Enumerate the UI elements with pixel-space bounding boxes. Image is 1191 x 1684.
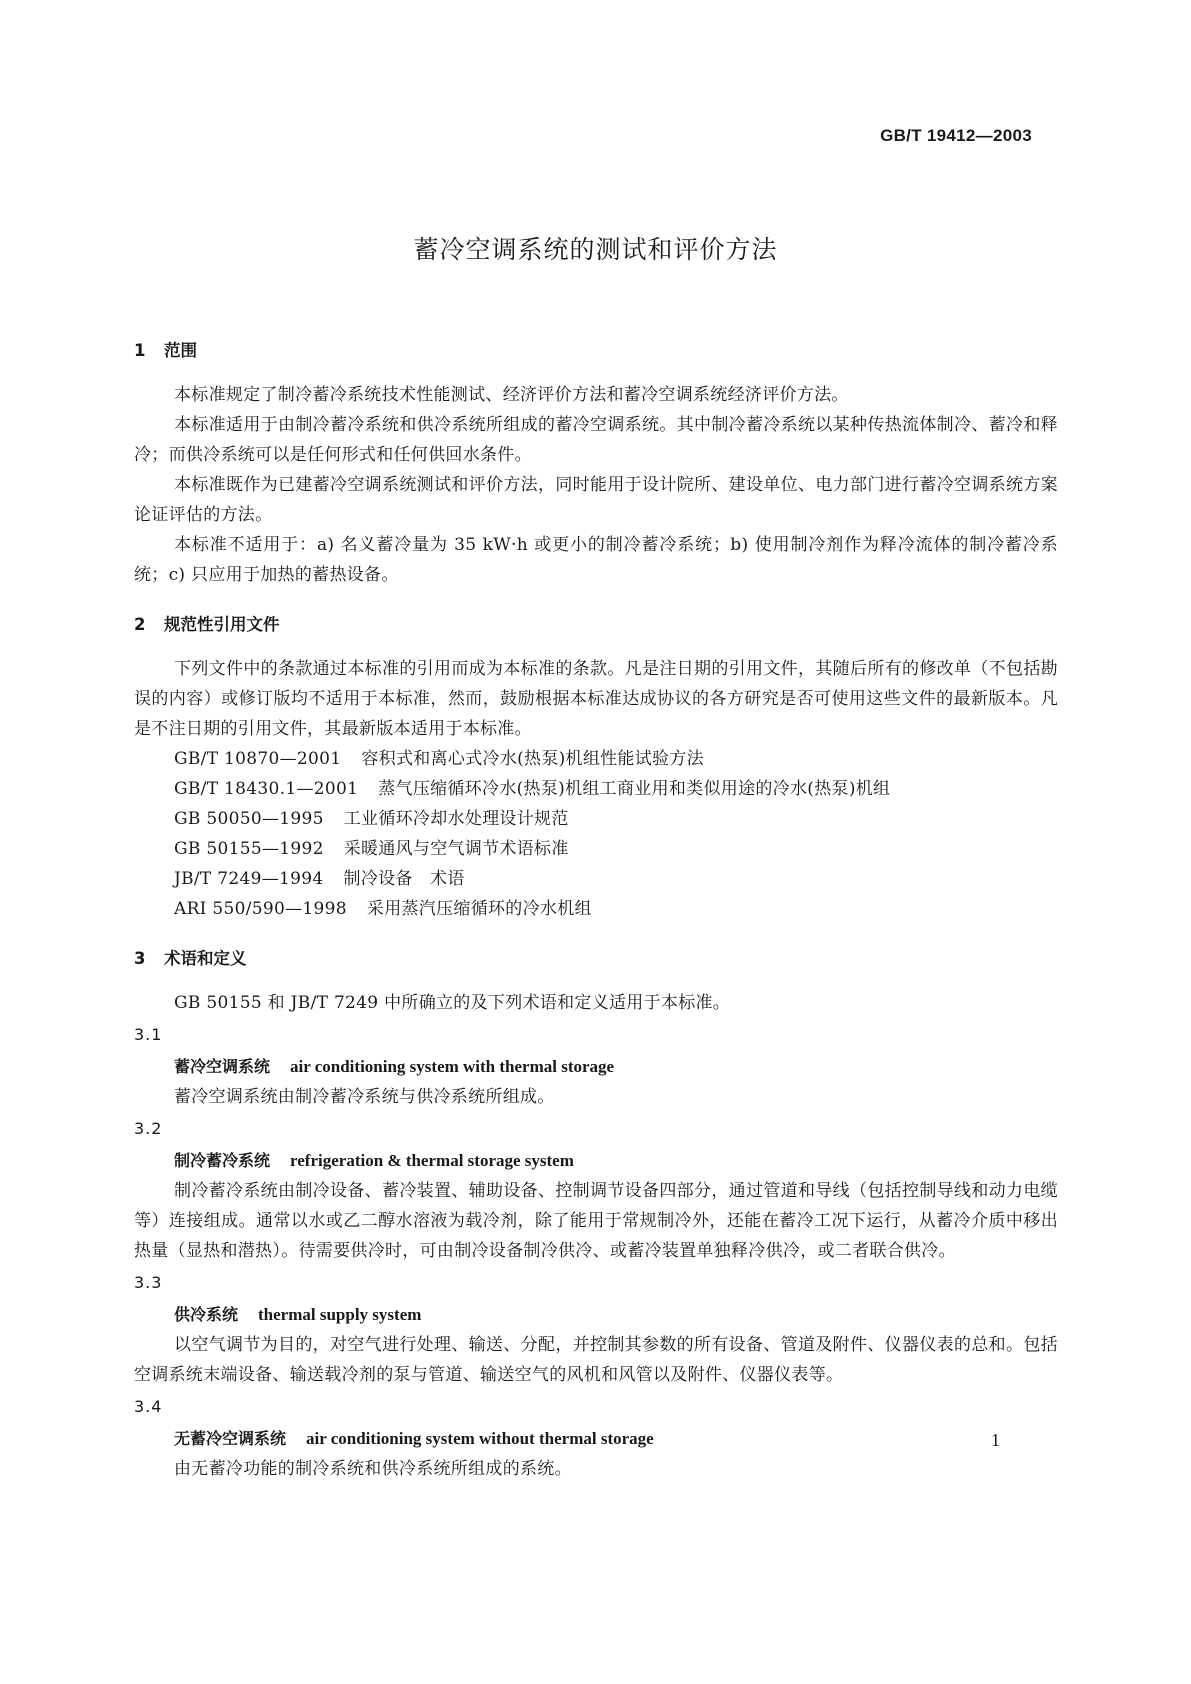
reference-code: ARI 550/590—1998: [174, 899, 347, 919]
reference-item: [134, 864, 1058, 894]
term-heading: [134, 1146, 1058, 1176]
section-heading-terms: [134, 944, 1058, 974]
clause-number: 3.4: [134, 1397, 163, 1416]
reference-code: GB 50155—1992: [174, 839, 324, 859]
term-en: air conditioning system without thermal storage: [306, 1429, 654, 1448]
paragraph: 本标准适用于由制冷蓄冷系统和供冷系统所组成的蓄冷空调系统。其中制冷蓄冷系统以某种传热流体制冷、蓄冷和释冷；而供冷系统可以是任何形式和任何供回水条件。: [134, 415, 1058, 465]
section-number: 3: [134, 949, 146, 968]
reference-item: [134, 804, 1058, 834]
reference-name: 采暖通风与空气调节术语标准: [343, 839, 569, 859]
paragraph: 下列文件中的条款通过本标准的引用而成为本标准的条款。凡是注日期的引用文件，其随后所有的修改单（不包括勘误的内容）或修订版均不适用于本标准，然而，鼓励根据本标准达成协议的各方研究是否可使用这些文件的最新版本。凡是不注日期的引用文件，其最新版本适用于本标准。: [134, 659, 1058, 739]
reference-item: [134, 894, 1058, 924]
section-heading-scope: [134, 336, 1058, 366]
page-number: 1: [991, 1430, 1000, 1450]
term-zh: 供冷系统: [174, 1305, 239, 1324]
section-number: 1: [134, 341, 146, 360]
reference-name: 制冷设备 术语: [343, 869, 465, 889]
clause-number: 3.3: [134, 1273, 163, 1292]
paragraph: 本标准规定了制冷蓄冷系统技术性能测试、经济评价方法和蓄冷空调系统经济评价方法。: [174, 385, 849, 405]
reference-code: GB/T 18430.1—2001: [174, 779, 359, 799]
term-zh: 制冷蓄冷系统: [174, 1151, 271, 1170]
term-en: air conditioning system with thermal storage: [290, 1057, 615, 1076]
paragraph: 本标准不适用于：a) 名义蓄冷量为 35 kW·h 或更小的制冷蓄冷系统；b) 使用制冷剂作为释冷流体的制冷蓄冷系统；c) 只应用于加热的蓄热设备。: [134, 535, 1058, 585]
clause-number: 3.2: [134, 1119, 163, 1138]
standard-number: GB/T 19412—2003: [880, 126, 1032, 145]
term-definition: 蓄冷空调系统由制冷蓄冷系统与供冷系统所组成。: [174, 1087, 555, 1107]
reference-code: JB/T 7249—1994: [174, 869, 324, 889]
page-title: 蓄冷空调系统的测试和评价方法: [413, 235, 778, 264]
reference-name: 容积式和离心式冷水(热泵)机组性能试验方法: [361, 749, 704, 769]
reference-name: 蒸气压缩循环冷水(热泵)机组工商业用和类似用途的冷水(热泵)机组: [378, 779, 891, 799]
section-number: 2: [134, 615, 146, 634]
section-title: 术语和定义: [164, 949, 247, 968]
reference-name: 采用蒸汽压缩循环的冷水机组: [366, 899, 592, 919]
reference-item: [134, 774, 1058, 804]
clause-number: 3.1: [134, 1025, 163, 1044]
section-title: 范围: [164, 341, 197, 360]
term-definition: 制冷蓄冷系统由制冷设备、蓄冷装置、辅助设备、控制调节设备四部分，通过管道和导线（包括控制导线和动力电缆等）连接组成。通常以水或乙二醇水溶液为载冷剂，除了能用于常规制冷外，还能在蓄冷工况下运行，从蓄冷介质中移出热量（显热和潜热）。待需要供冷时，可由制冷设备制冷供冷、或蓄冷装置单独释冷供冷，或二者联合供冷。: [134, 1181, 1058, 1261]
paragraph: 本标准既作为已建蓄冷空调系统测试和评价方法，同时能用于设计院所、建设单位、电力部门进行蓄冷空调系统方案论证评估的方法。: [134, 475, 1058, 525]
term-zh: 无蓄冷空调系统: [174, 1429, 287, 1448]
reference-list: [134, 744, 1058, 924]
section-heading-references: [134, 610, 1058, 640]
reference-item: [134, 744, 1058, 774]
term-definition: 以空气调节为目的，对空气进行处理、输送、分配，并控制其参数的所有设备、管道及附件、仪器仪表的总和。包括空调系统末端设备、输送载冷剂的泵与管道、输送空气的风机和风管以及附件、仪器仪表等。: [134, 1335, 1058, 1385]
term-en: thermal supply system: [258, 1305, 422, 1324]
reference-item: [134, 834, 1058, 864]
section-title: 规范性引用文件: [164, 615, 280, 634]
term-zh: 蓄冷空调系统: [174, 1057, 271, 1076]
term-definition: 由无蓄冷功能的制冷系统和供冷系统所组成的系统。: [174, 1459, 572, 1479]
term-en: refrigeration & thermal storage system: [290, 1151, 574, 1170]
reference-name: 工业循环冷却水处理设计规范: [343, 809, 569, 829]
paragraph: GB 50155 和 JB/T 7249 中所确立的及下列术语和定义适用于本标准。: [174, 993, 731, 1013]
term-heading: [134, 1052, 1058, 1082]
reference-code: GB 50050—1995: [174, 809, 324, 829]
term-heading: [134, 1300, 1058, 1330]
document-body: [134, 330, 1058, 1484]
reference-code: GB/T 10870—2001: [174, 749, 342, 769]
term-heading: [134, 1424, 1058, 1454]
